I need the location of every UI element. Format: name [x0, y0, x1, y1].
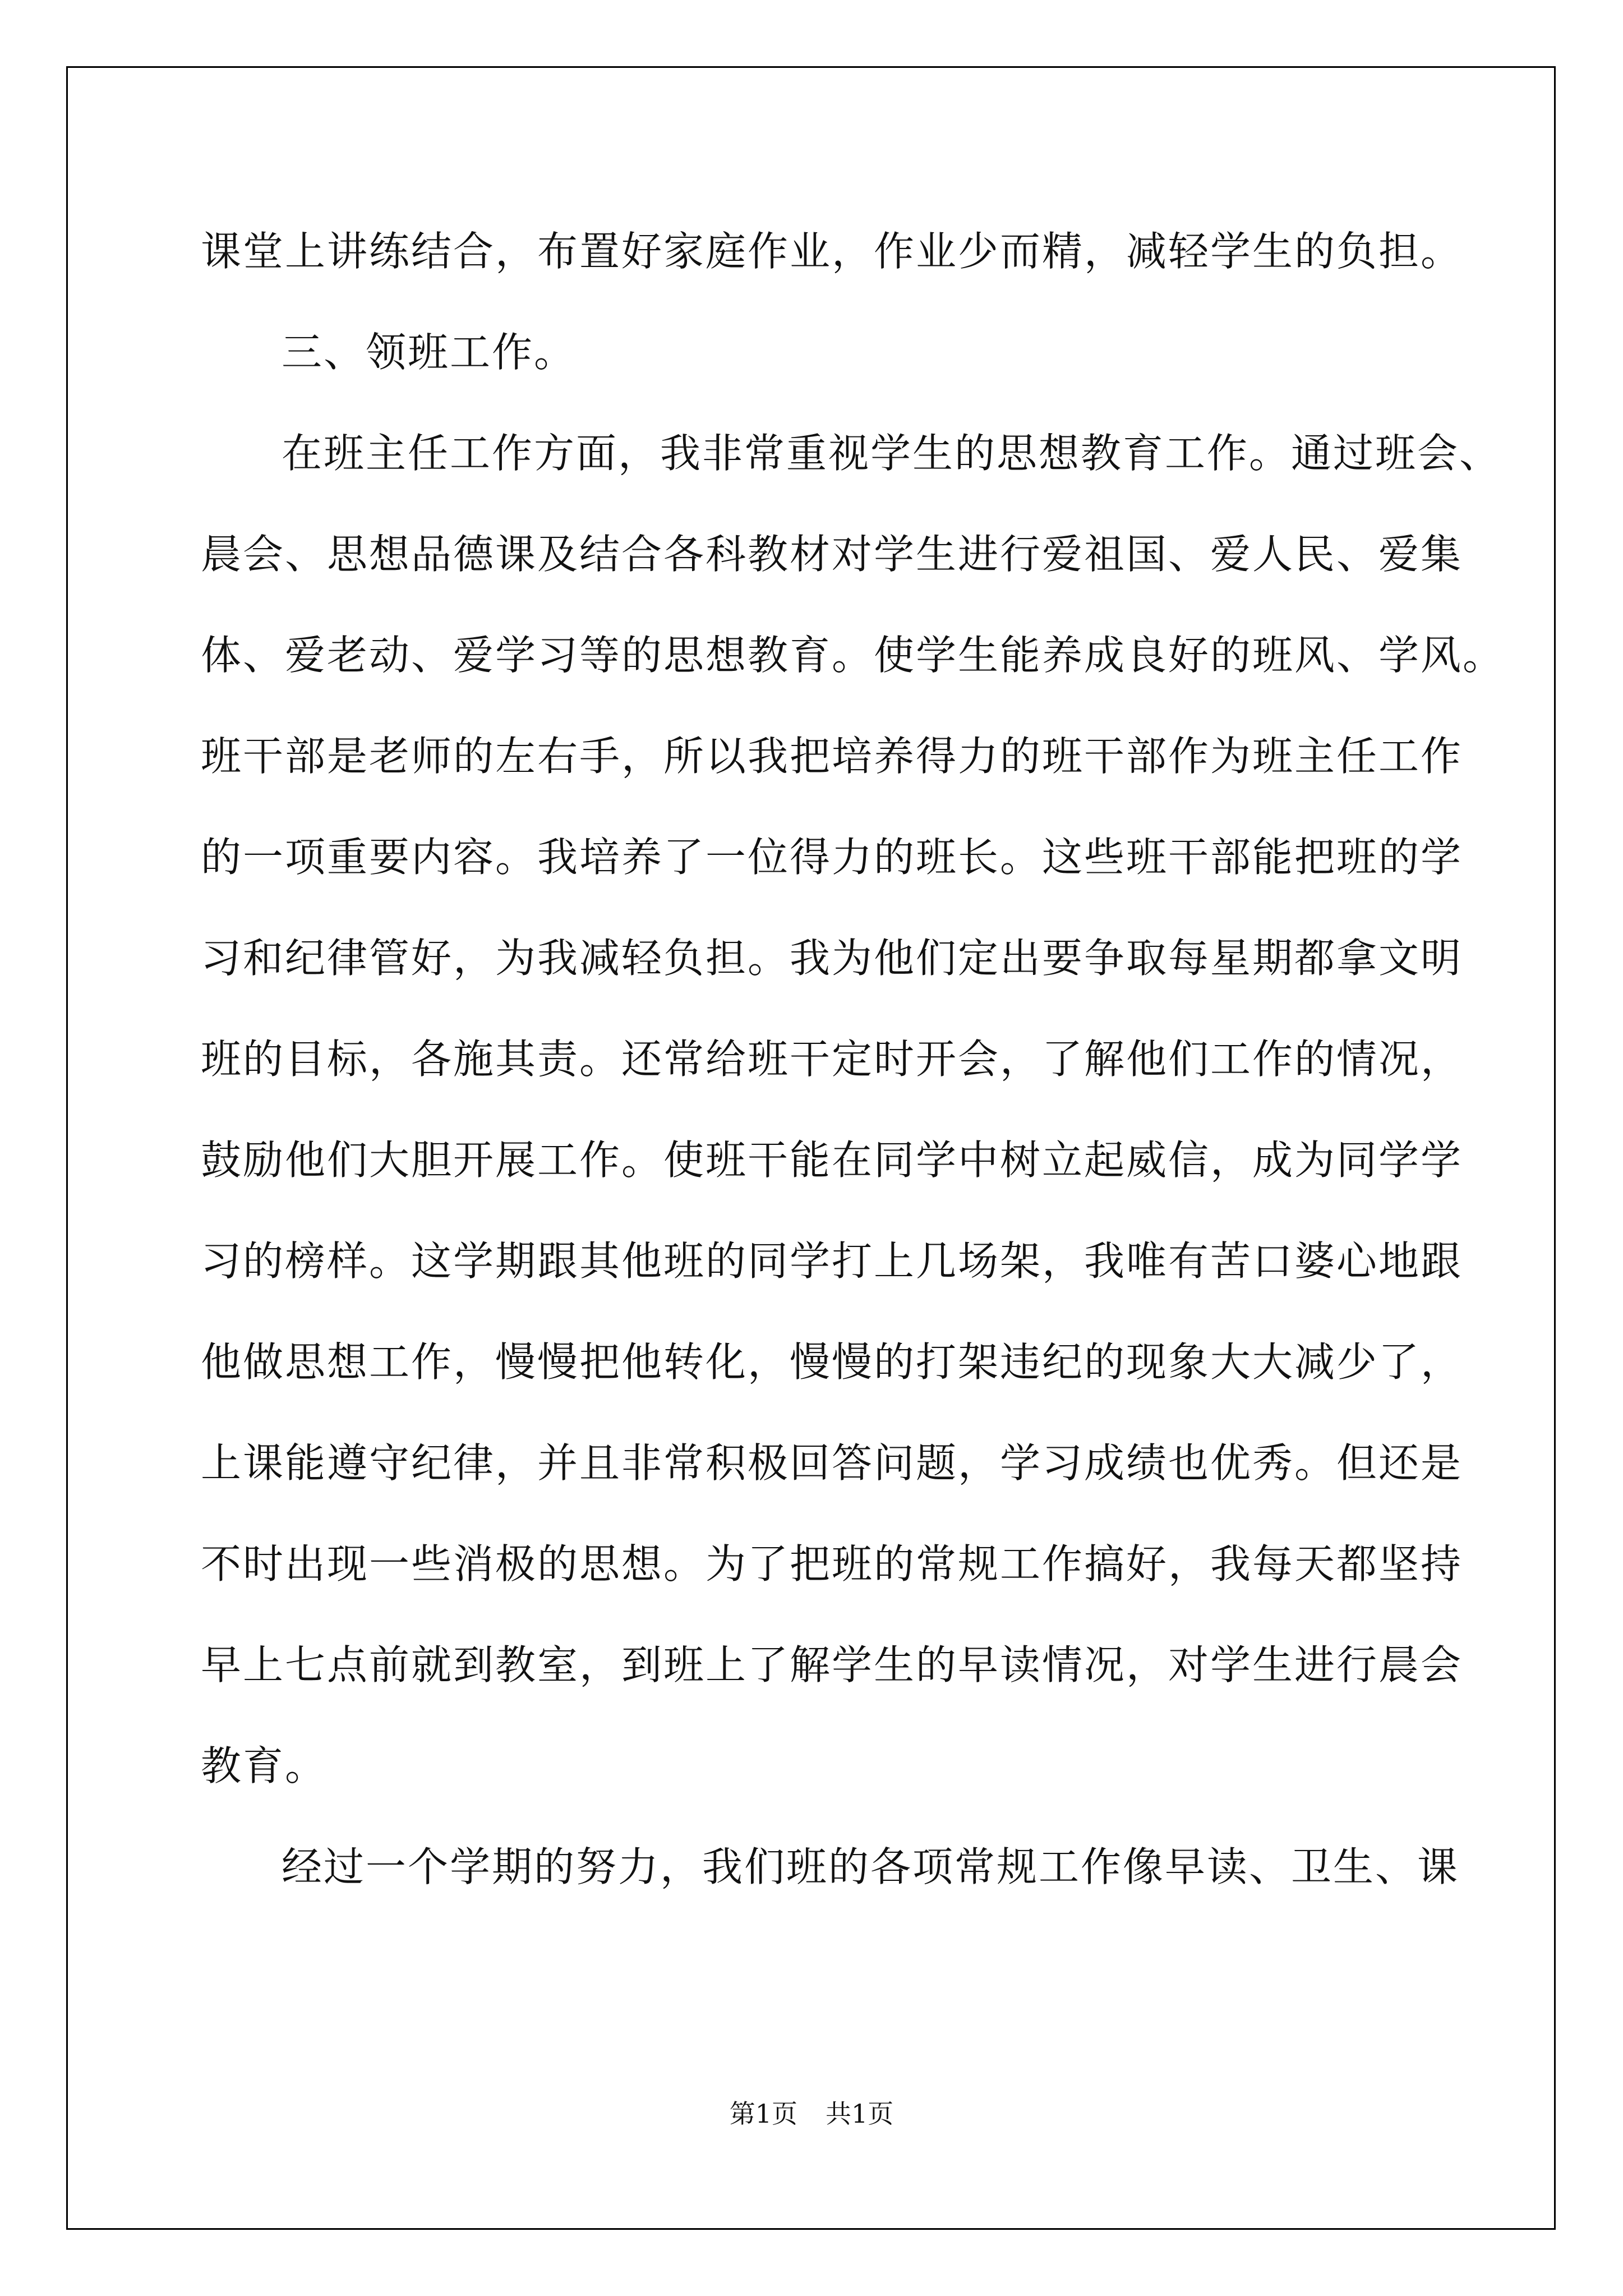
- section-heading: 三、领班工作。: [282, 329, 577, 376]
- text-line: 上课能遵守纪律，并且非常积极回答问题，学习成绩也优秀。但还是: [201, 1439, 1463, 1487]
- text-line: 习的榜样。这学期跟其他班的同学打上几场架，我唯有苦口婆心地跟: [201, 1237, 1463, 1285]
- text-line: 课堂上讲练结合，布置好家庭作业，作业少而精，减轻学生的负担。: [201, 228, 1463, 275]
- page-number: 第1页: [729, 2099, 797, 2129]
- text-line: 习和纪律管好，为我减轻负担。我为他们定出要争取每星期都拿文明: [201, 935, 1463, 982]
- text-line: 体、爱老动、爱学习等的思想教育。使学生能养成良好的班风、学风。: [201, 632, 1505, 679]
- text-line: 早上七点前就到教室，到班上了解学生的早读情况，对学生进行晨会: [201, 1641, 1463, 1688]
- text-line: 他做思想工作，慢慢把他转化，慢慢的打架违纪的现象大大减少了，: [201, 1338, 1463, 1386]
- text-line: 不时出现一些消极的思想。为了把班的常规工作搞好，我每天都坚持: [201, 1540, 1463, 1588]
- text-line: 在班主任工作方面，我非常重视学生的思想教育工作。通过班会、: [282, 430, 1502, 477]
- page-footer: [0, 2097, 1623, 2131]
- text-line: 班的目标，各施其责。还常给班干定时开会，了解他们工作的情况，: [201, 1036, 1463, 1083]
- text-line: 经过一个学期的努力，我们班的各项常规工作像早读、卫生、课: [282, 1843, 1460, 1890]
- text-line: 教育。: [201, 1742, 328, 1789]
- text-line: 鼓励他们大胆开展工作。使班干能在同学中树立起威信，成为同学学: [201, 1137, 1463, 1184]
- text-line: 的一项重要内容。我培养了一位得力的班长。这些班干部能把班的学: [201, 834, 1463, 881]
- text-line: 晨会、思想品德课及结合各科教材对学生进行爱祖国、爱人民、爱集: [201, 531, 1463, 578]
- text-line: 班干部是老师的左右手，所以我把培养得力的班干部作为班主任工作: [201, 733, 1463, 780]
- page-total: 共1页: [826, 2099, 894, 2129]
